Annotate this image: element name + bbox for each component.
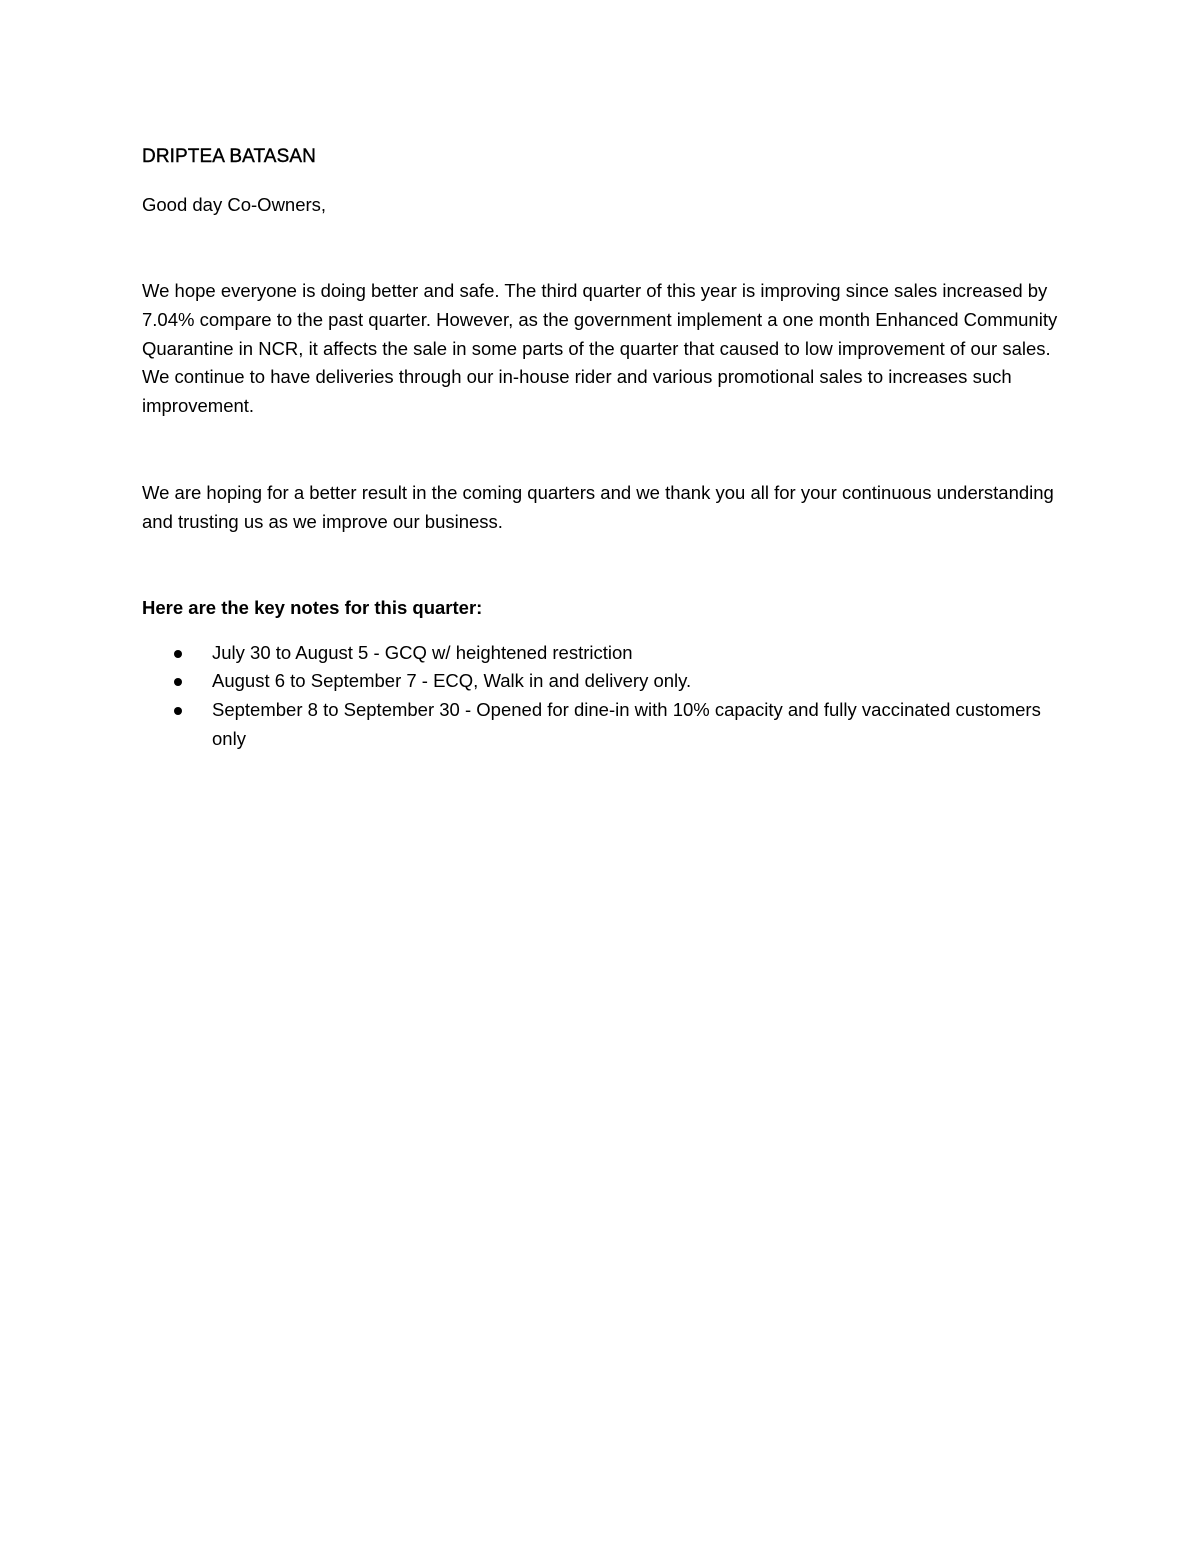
list-item — [142, 696, 1062, 754]
list-item — [142, 639, 1062, 668]
paragraph-thank-you: We are hoping for a better result in the coming quarters and we thank you all for your continuous understanding and trusting us as we improve our business. — [142, 481, 1054, 532]
list-item-text: August 6 to September 7 - ECQ, Walk in and delivery only. — [212, 670, 692, 692]
document-title: DRIPTEA BATASAN — [142, 146, 316, 167]
list-item — [142, 667, 1062, 696]
bullet-icon — [174, 678, 182, 686]
paragraph-sales-update: We hope everyone is doing better and safe. The third quarter of this year is improving since sales increased by 7.04% compare to the past quarter. However, as the government implement a one month Enhanced Community Quarantine in NCR, it affects the sale in some parts of the quarter that caused to low improvement of our sales. We continue to have deliveries through our in-house rider and various promotional sales to increases such improvement. — [142, 280, 1058, 417]
document-body — [142, 143, 1062, 754]
key-notes-list — [142, 639, 1062, 754]
list-item-text: September 8 to September 30 - Opened for dine-in with 10% capacity and fully vaccinated customers only — [212, 699, 1041, 749]
bullet-icon — [174, 707, 182, 715]
greeting: Good day Co-Owners, — [142, 194, 327, 215]
list-item-text: July 30 to August 5 - GCQ w/ heightened restriction — [212, 641, 633, 663]
key-notes-heading: Here are the key notes for this quarter: — [142, 596, 483, 618]
bullet-icon — [174, 650, 182, 658]
